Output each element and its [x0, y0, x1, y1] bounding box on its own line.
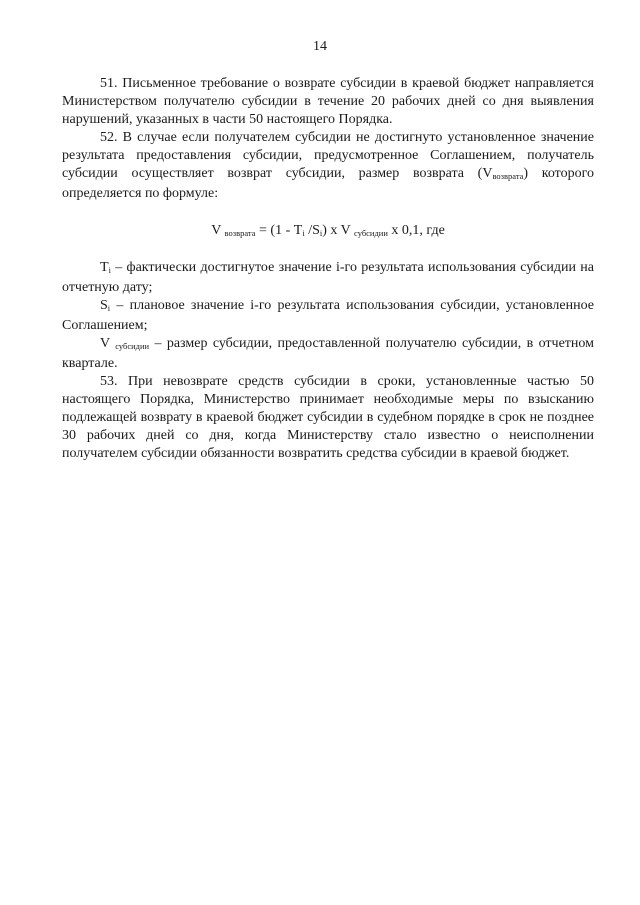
definition-s-symbol: S: [100, 298, 108, 313]
formula-part-1: = (1 - T: [255, 223, 303, 238]
formula-part-4: x 0,1, где: [387, 223, 445, 238]
definition-s-text: – плановое значение i-го результата использования субсидии, установленное Соглашением;: [62, 298, 594, 333]
definition-s-sub: i: [107, 303, 111, 313]
formula-part-2: /S: [304, 223, 320, 238]
definition-v-text: – размер субсидии, предоставленной получателю субсидии, в отчетном квартале.: [62, 336, 594, 371]
definition-t-sub: i: [108, 265, 111, 275]
formula-sub-vozvrata: возврата: [224, 228, 256, 238]
paragraph-52-text: 52. В случае если получателем субсидии не достигнуто установленное значение результата предоставления субсидии, предусмотренное Соглашением, получатель субсидии осуществляет возврат субсидии, размер возврата (V: [62, 130, 594, 181]
formula-sub-subsidii: субсидии: [354, 228, 388, 238]
paragraph-53: 53. При невозврате средств субсидии в сроки, установленные частью 50 настоящего Порядка, Министерство принимает необходимые меры по взысканию подлежащей возврату в краевой бюджет субсидии в судебном порядке в срок не позднее 30 рабочих дней со дня, когда Министерству стало известно о неисполнении получателем субсидии обязанности возвратить средства субсидии в краевой бюджет.: [62, 374, 594, 461]
subscript-vozvrata: возврата: [492, 171, 524, 181]
definition-v-symbol: V: [100, 336, 116, 351]
definition-t: [62, 259, 594, 297]
paragraph-51: 51. Письменное требование о возврате субсидии в краевой бюджет направляется Министерством получателю субсидии в течение 20 рабочих дней со дня выявления нарушений, указанных в части 50 настоящего Порядка.: [62, 76, 594, 127]
definition-t-symbol: T: [100, 260, 109, 275]
formula-sub-i-1: i: [302, 228, 305, 238]
paragraph-52: [62, 129, 594, 203]
definition-v-sub: субсидии: [115, 341, 150, 351]
definition-t-text: – фактически достигнутое значение i-го результата использования субсидии на отчетную дату;: [62, 260, 594, 295]
document-body: [62, 75, 594, 463]
formula-part-3: ) x V: [322, 223, 355, 238]
definition-v: [62, 335, 594, 373]
paragraph-52-tail: ) которого определяется по формуле:: [62, 166, 595, 201]
return-formula: [62, 222, 594, 242]
page-number: 14: [313, 39, 327, 54]
formula-sub-i-2: i: [319, 228, 323, 238]
definition-s: [62, 297, 594, 335]
formula-v: V: [211, 223, 225, 238]
